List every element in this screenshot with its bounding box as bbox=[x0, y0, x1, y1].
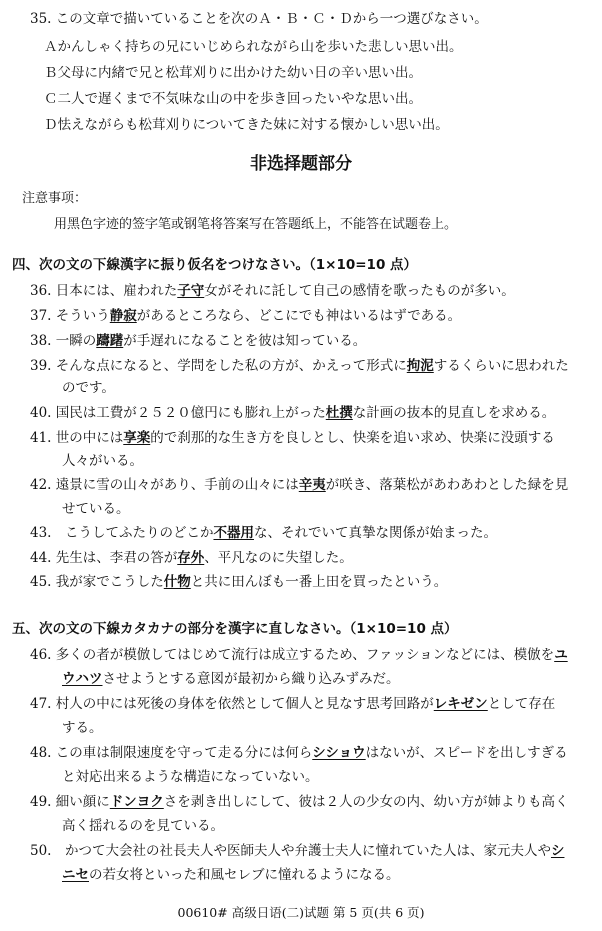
question-36: 36. 日本には、雇われた子守女がそれに託して自己の感情を歌ったものが多い。 bbox=[30, 283, 515, 299]
underlined-word: 子守 bbox=[177, 283, 205, 299]
notice-heading: 注意事项： bbox=[22, 191, 88, 206]
question-39-continuation: のです。 bbox=[62, 380, 115, 396]
underlined-word: 躊躇 bbox=[96, 333, 124, 349]
question-41-continuation: 人々がいる。 bbox=[62, 453, 143, 469]
question-46: 46. 多くの者が模倣してはじめて流行は成立するため、ファッションなどには、模倣をユ bbox=[30, 647, 568, 663]
question-50-continuation: ニセの若女将といった和風セレブに憧れるようになる。 bbox=[62, 867, 400, 883]
notice-text: 用黑色字迹的签字笔或钢笔将答案写在答题纸上，不能答在试题卷上。 bbox=[54, 217, 458, 232]
underlined-word: 杜撰 bbox=[325, 405, 353, 421]
question-46-continuation: ウハツさせようとする意図が最初から織り込みずみだ。 bbox=[62, 671, 400, 687]
underlined-word: ニセ bbox=[62, 867, 89, 883]
q35-option-c: Ｃ二人で遅くまで不気味な山の中を歩き回ったいやな思い出。 bbox=[44, 91, 422, 107]
q35-option-a: Ａかんしゃく持ちの兄にいじめられながら山を歩いた悲しい思い出。 bbox=[44, 39, 463, 55]
q35-option-b: Ｂ父母に内緒で兄と松茸刈りに出かけた幼い日の辛い思い出。 bbox=[44, 65, 422, 81]
question-42: 42. 遠景に雪の山々があり、手前の山々には辛夷が咲き、落葉松があわあわとした緑を見 bbox=[30, 477, 569, 493]
question-44: 44. 先生は、李君の答が存外、平凡なのに失望した。 bbox=[30, 550, 353, 566]
underlined-word: 辛夷 bbox=[298, 477, 326, 493]
underlined-word: シ bbox=[550, 843, 565, 859]
question-49-continuation: 高く揺れるのを見ている。 bbox=[62, 818, 224, 834]
underlined-word: 拘泥 bbox=[406, 358, 434, 374]
question-38: 38. 一瞬の躊躇が手遅れになることを彼は知っている。 bbox=[30, 333, 367, 349]
underlined-word: 不器用 bbox=[213, 525, 254, 541]
question-45: 45. 我が家でこうした什物と共に田んぼも一番上田を買ったという。 bbox=[30, 574, 448, 590]
section-title: 非选择题部分 bbox=[250, 154, 352, 174]
page-footer: 00610# 高级日语(二)试题 第 5 页(共 6 页) bbox=[177, 905, 425, 920]
underlined-word: シショウ bbox=[312, 745, 366, 761]
question-41: 41. 世の中には享楽的で刹那的な生き方を良しとし、快楽を追い求め、快楽に没頭する bbox=[30, 430, 555, 446]
section-4-heading: 四、次の文の下線漢字に振り仮名をつけなさい。（1×10=10 点） bbox=[12, 257, 418, 273]
question-48: 48. この車は制限速度を守って走る分には何らシショウはないが、スピードを出しすぎる bbox=[30, 745, 568, 761]
underlined-word: 什物 bbox=[163, 574, 191, 590]
underlined-word: ドンヨク bbox=[109, 794, 164, 810]
underlined-word: ユ bbox=[554, 647, 568, 663]
q35-option-d: Ｄ怯えながらも松茸刈りについてきた妹に対する懐かしい思い出。 bbox=[44, 117, 449, 133]
question-43: 43. こうしてふたりのどこか不器用な、それでいて真摯な関係が始まった。 bbox=[30, 525, 497, 541]
question-40: 40. 国民は工費が２５２０億円にも膨れ上がった杜撰な計画の抜本的見直しを求める。 bbox=[30, 405, 556, 421]
question-35-stem: 35. この文章で描いていることを次のＡ・Ｂ・Ｃ・Ｄから一つ選びなさい。 bbox=[30, 11, 488, 27]
question-47-continuation: する。 bbox=[62, 720, 103, 736]
question-50: 50. かつて大会社の社長夫人や医師夫人や弁護士夫人に憧れていた人は、家元夫人やシ bbox=[30, 843, 565, 859]
section-5-heading: 五、次の文の下線カタカナの部分を漢字に直しなさい。（1×10=10 点） bbox=[12, 621, 458, 637]
question-49: 49. 細い顔にドンヨクさを剥き出しにして、彼は２人の少女の内、幼い方が姉よりも高く bbox=[30, 794, 569, 810]
question-47: 47. 村人の中には死後の身体を依然として個人と見なす思考回路がレキゼンとして存在 bbox=[30, 696, 556, 712]
question-39: 39. そんな点になると、学問をした私の方が、かえって形式に拘泥するくらいに思われた bbox=[30, 358, 569, 374]
underlined-word: ウハツ bbox=[62, 671, 103, 687]
underlined-word: 享楽 bbox=[123, 430, 151, 446]
question-37: 37. そういう静寂があるところなら、どこにでも神はいるはずである。 bbox=[30, 308, 462, 324]
underlined-word: レキゼン bbox=[433, 696, 488, 712]
underlined-word: 静寂 bbox=[109, 308, 137, 324]
question-48-continuation: と対応出来るような構造になっていない。 bbox=[62, 769, 319, 785]
question-42-continuation: せている。 bbox=[62, 501, 130, 517]
underlined-word: 存外 bbox=[177, 550, 205, 566]
